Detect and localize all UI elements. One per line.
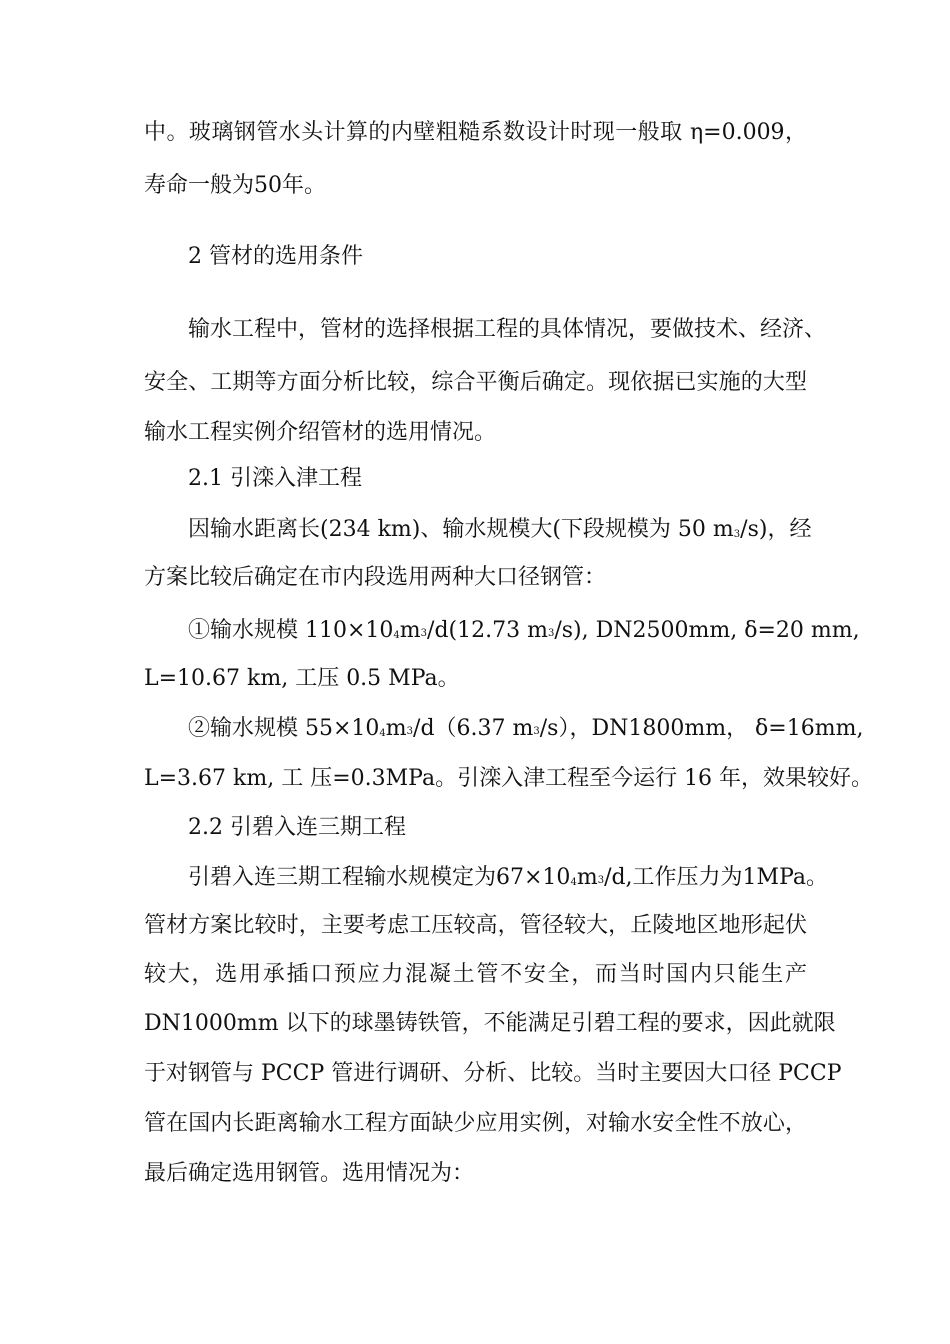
paragraph-line: 管材方案比较时，主要考虑工压较高，管径较大，丘陵地区地形起伏 xyxy=(144,913,807,938)
paragraph-line: 引碧入连三期工程输水规模定为67×104m3/d,工作压力为1MPa。 xyxy=(188,865,829,890)
paragraph-line: 于对钢管与 PCCP 管进行调研、分析、比较。当时主要因大口径 PCCP xyxy=(144,1061,842,1086)
list-item-continuation: L=10.67 km, 工压 0.5 MPa。 xyxy=(144,666,460,691)
section-heading: 2.2 引碧入连三期工程 xyxy=(188,815,406,840)
section-heading: 2.1 引滦入津工程 xyxy=(188,466,362,491)
paragraph-line: 寿命一般为50年。 xyxy=(144,173,326,198)
paragraph-line: 输水工程中，管材的选择根据工程的具体情况，要做技术、经济、 xyxy=(188,317,827,342)
paragraph-line: DN1000mm 以下的球墨铸铁管，不能满足引碧工程的要求，因此就限 xyxy=(144,1011,836,1036)
paragraph-line: 管在国内长距离输水工程方面缺少应用实例，对输水安全性不放心， xyxy=(144,1111,807,1136)
paragraph-line: 较大，选用承插口预应力混凝土管不安全，而当时国内只能生产 xyxy=(144,962,807,987)
paragraph-line: 输水工程实例介绍管材的选用情况。 xyxy=(144,420,497,445)
list-item-continuation: L=3.67 km, 工 压=0.3MPa。引滦入津工程至今运行 16 年，效果较好。 xyxy=(144,766,874,791)
paragraph-line: 因输水距离长(234 km)、输水规模大(下段规模为 50 m3/s)，经 xyxy=(188,517,812,542)
paragraph-line: 中。玻璃钢管水头计算的内壁粗糙系数设计时现一般取 η=0.009， xyxy=(144,120,807,145)
list-item: ②输水规模 55×104m3/d（6.37 m3/s），DN1800mm， δ=16mm, xyxy=(188,716,864,741)
list-item: ①输水规模 110×104m3/d(12.73 m3/s), DN2500mm, δ=20 mm, xyxy=(188,618,860,643)
section-heading: 2 管材的选用条件 xyxy=(188,244,363,269)
paragraph-line: 安全、工期等方面分析比较，综合平衡后确定。现依据已实施的大型 xyxy=(144,370,807,395)
paragraph-line: 方案比较后确定在市内段选用两种大口径钢管： xyxy=(144,565,607,590)
paragraph-line: 最后确定选用钢管。选用情况为： xyxy=(144,1161,475,1186)
